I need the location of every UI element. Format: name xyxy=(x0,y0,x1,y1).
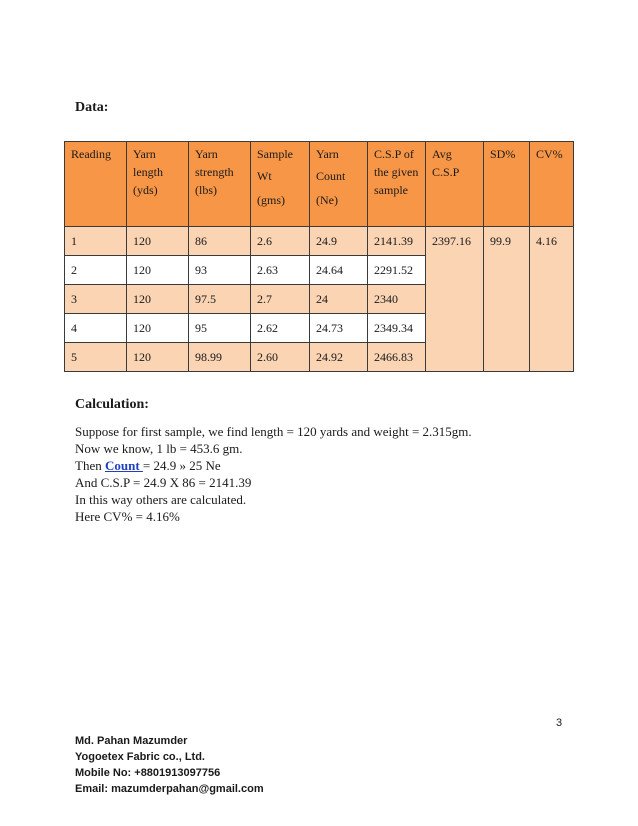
table-cell: 3 xyxy=(65,285,127,314)
header-yarn-length: Yarn length (yds) xyxy=(127,142,189,227)
table-cell: 2 xyxy=(65,256,127,285)
table-cell: 86 xyxy=(189,227,251,256)
table-cell: 2141.39 xyxy=(368,227,426,256)
table-cell: 95 xyxy=(189,314,251,343)
footer-email: Email: mazumderpahan@gmail.com xyxy=(75,783,264,795)
table-cell: 24 xyxy=(310,285,368,314)
count-link[interactable]: Count xyxy=(104,458,143,473)
table-cell: 120 xyxy=(127,285,189,314)
header-yarn-strength: Yarn strength (lbs) xyxy=(189,142,251,227)
header-cv: CV% xyxy=(530,142,574,227)
table-cell: 2466.83 xyxy=(368,343,426,372)
data-table xyxy=(64,141,574,372)
data-heading: Data: xyxy=(75,100,109,115)
table-cell: 120 xyxy=(127,314,189,343)
page-number: 3 xyxy=(556,717,563,729)
table-cell: 5 xyxy=(65,343,127,372)
sd-cell: 99.9 xyxy=(484,227,530,372)
table-cell: 120 xyxy=(127,343,189,372)
table-row xyxy=(65,227,574,256)
table-cell: 97.5 xyxy=(189,285,251,314)
cv-cell: 4.16 xyxy=(530,227,574,372)
calc-line: And C.S.P = 24.9 X 86 = 2141.39 xyxy=(75,475,252,490)
table-cell: 2.60 xyxy=(251,343,310,372)
table-cell: 24.73 xyxy=(310,314,368,343)
table-cell: 2.63 xyxy=(251,256,310,285)
table-cell: 24.64 xyxy=(310,256,368,285)
calc-line: Now we know, 1 lb = 453.6 gm. xyxy=(75,441,243,456)
calc-line: In this way others are calculated. xyxy=(75,492,247,507)
table-cell: 93 xyxy=(189,256,251,285)
table-cell: 24.9 xyxy=(310,227,368,256)
table-cell: 120 xyxy=(127,227,189,256)
calculation-body xyxy=(75,423,472,525)
avg-csp-cell: 2397.16 xyxy=(426,227,484,372)
footer-mobile: Mobile No: +8801913097756 xyxy=(75,767,221,779)
calc-text: Then xyxy=(75,458,105,473)
calc-text: = 24.9 » 25 Ne xyxy=(142,458,221,473)
calc-line: Suppose for first sample, we find length = 120 yards and weight = 2.315gm. xyxy=(75,424,472,439)
calc-line xyxy=(75,457,472,474)
table-cell: 2291.52 xyxy=(368,256,426,285)
table-cell: 2.6 xyxy=(251,227,310,256)
header-csp: C.S.P of the given sample xyxy=(368,142,426,227)
table-cell: 2340 xyxy=(368,285,426,314)
header-reading: Reading xyxy=(65,142,127,227)
table-header-row xyxy=(65,142,574,227)
table-cell: 1 xyxy=(65,227,127,256)
table-cell: 4 xyxy=(65,314,127,343)
footer-company: Yogoetex Fabric co., Ltd. xyxy=(75,751,205,763)
footer-name: Md. Pahan Mazumder xyxy=(75,735,188,747)
header-yarn-count: Yarn Count (Ne) xyxy=(310,142,368,227)
calculation-heading: Calculation: xyxy=(75,397,149,412)
table-cell: 2349.34 xyxy=(368,314,426,343)
header-sample-wt: Sample Wt (gms) xyxy=(251,142,310,227)
footer xyxy=(75,733,264,797)
table-cell: 24.92 xyxy=(310,343,368,372)
table-cell: 120 xyxy=(127,256,189,285)
header-sd: SD% xyxy=(484,142,530,227)
calc-line: Here CV% = 4.16% xyxy=(75,509,180,524)
table-cell: 2.7 xyxy=(251,285,310,314)
header-avg-csp: Avg C.S.P xyxy=(426,142,484,227)
table-cell: 2.62 xyxy=(251,314,310,343)
table-cell: 98.99 xyxy=(189,343,251,372)
